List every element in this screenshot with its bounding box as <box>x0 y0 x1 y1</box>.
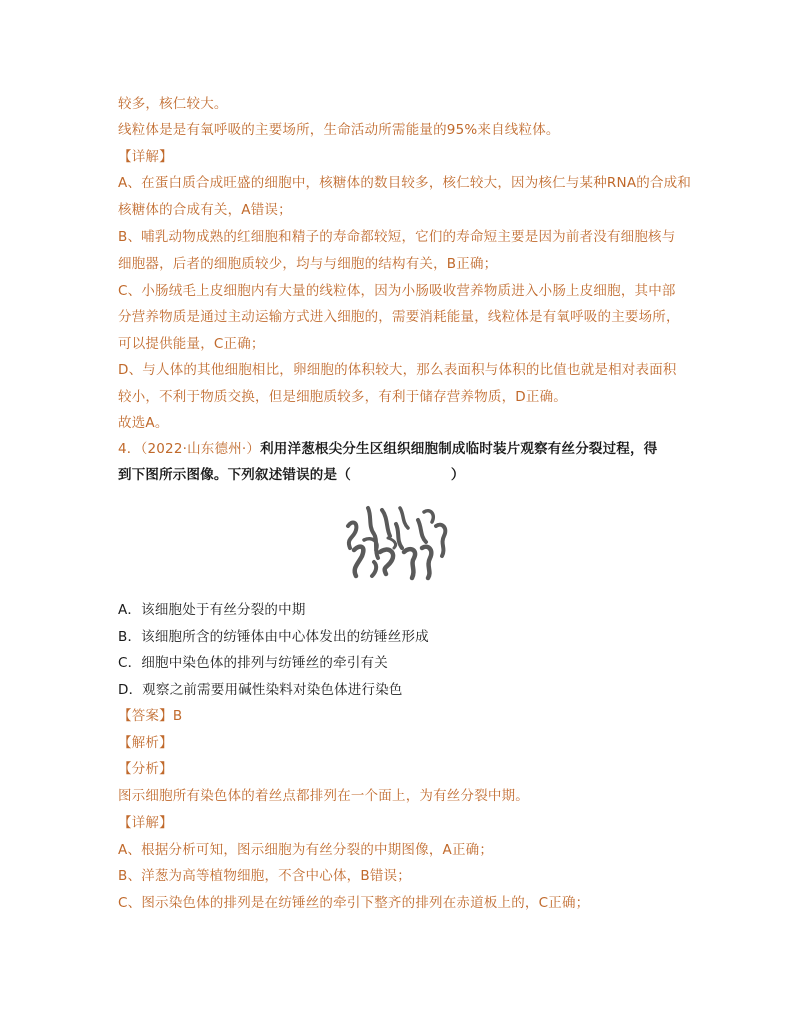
text-line: 较小，不利于物质交换，但是细胞质较多，有利于储存营养物质，D正确。 <box>118 389 567 405</box>
detail-a: A、根据分析可知，图示细胞为有丝分裂的中期图像，A正确； <box>118 842 494 858</box>
answer-label: 【答案】 <box>118 708 173 724</box>
question-stem-line2 <box>118 465 465 485</box>
option-a: A．该细胞处于有丝分裂的中期 <box>118 602 306 618</box>
option-c: C．细胞中染色体的排列与纺锤丝的牵引有关 <box>118 655 388 671</box>
answer-line <box>118 706 182 726</box>
text-line: 较多，核仁较大。 <box>118 96 228 112</box>
detail-heading: 【详解】 <box>118 815 173 831</box>
text-line: A、在蛋白质合成旺盛的细胞中，核糖体的数目较多，核仁较大，因为核仁与某种RNA的合成和 <box>118 175 692 191</box>
text-line: B、哺乳动物成熟的红细胞和精子的寿命都较短，它们的寿命短主要是因为前者没有细胞核与 <box>118 229 676 245</box>
text-line: 可以提供能量，C正确； <box>118 336 265 352</box>
text-line: 线粒体是是有氧呼吸的主要场所，生命活动所需能量的95%来自线粒体。 <box>118 122 560 138</box>
question-source: （2022·山东德州·） <box>140 441 261 457</box>
fenxi-heading: 【分析】 <box>118 761 173 777</box>
question-text: 到下图所示图像。下列叙述错误的是（ <box>118 467 351 483</box>
detail-heading: 【详解】 <box>118 149 173 165</box>
option-b: B．该细胞所含的纺锤体由中心体发出的纺锤丝形成 <box>118 629 429 645</box>
option-d: D．观察之前需要用碱性染料对染色体进行染色 <box>118 682 403 698</box>
question-text: 利用洋葱根尖分生区组织细胞制成临时装片观察有丝分裂过程，得 <box>260 441 658 457</box>
text-line: 故选A。 <box>118 415 169 431</box>
question-text: ） <box>450 467 465 483</box>
fenxi-text: 图示细胞所有染色体的着丝点都排列在一个面上，为有丝分裂中期。 <box>118 788 529 804</box>
text-line: 细胞器，后者的细胞质较少，均与与细胞的结构有关，B正确； <box>118 256 498 272</box>
text-line: C、小肠绒毛上皮细胞内有大量的线粒体，因为小肠吸收营养物质进入小肠上皮细胞，其中部 <box>118 283 676 299</box>
text-line: D、与人体的其他细胞相比，卵细胞的体积较大，那么表面积与体积的比值也就是相对表面积 <box>118 362 677 378</box>
analysis-heading: 【解析】 <box>118 735 173 751</box>
text-line: 核糖体的合成有关，A错误； <box>118 202 292 218</box>
question-stem <box>118 439 657 459</box>
chromosome-micrograph-icon <box>338 500 458 584</box>
answer-value: B <box>172 708 183 724</box>
detail-c: C、图示染色体的排列是在纺锤丝的牵引下整齐的排列在赤道板上的，C正确； <box>118 895 590 911</box>
detail-b: B、洋葱为高等植物细胞，不含中心体，B错误； <box>118 868 411 884</box>
question-number: 4． <box>118 441 141 457</box>
text-line: 分营养物质是通过主动运输方式进入细胞的，需要消耗能量，线粒体是有氧呼吸的主要场所， <box>118 309 680 325</box>
